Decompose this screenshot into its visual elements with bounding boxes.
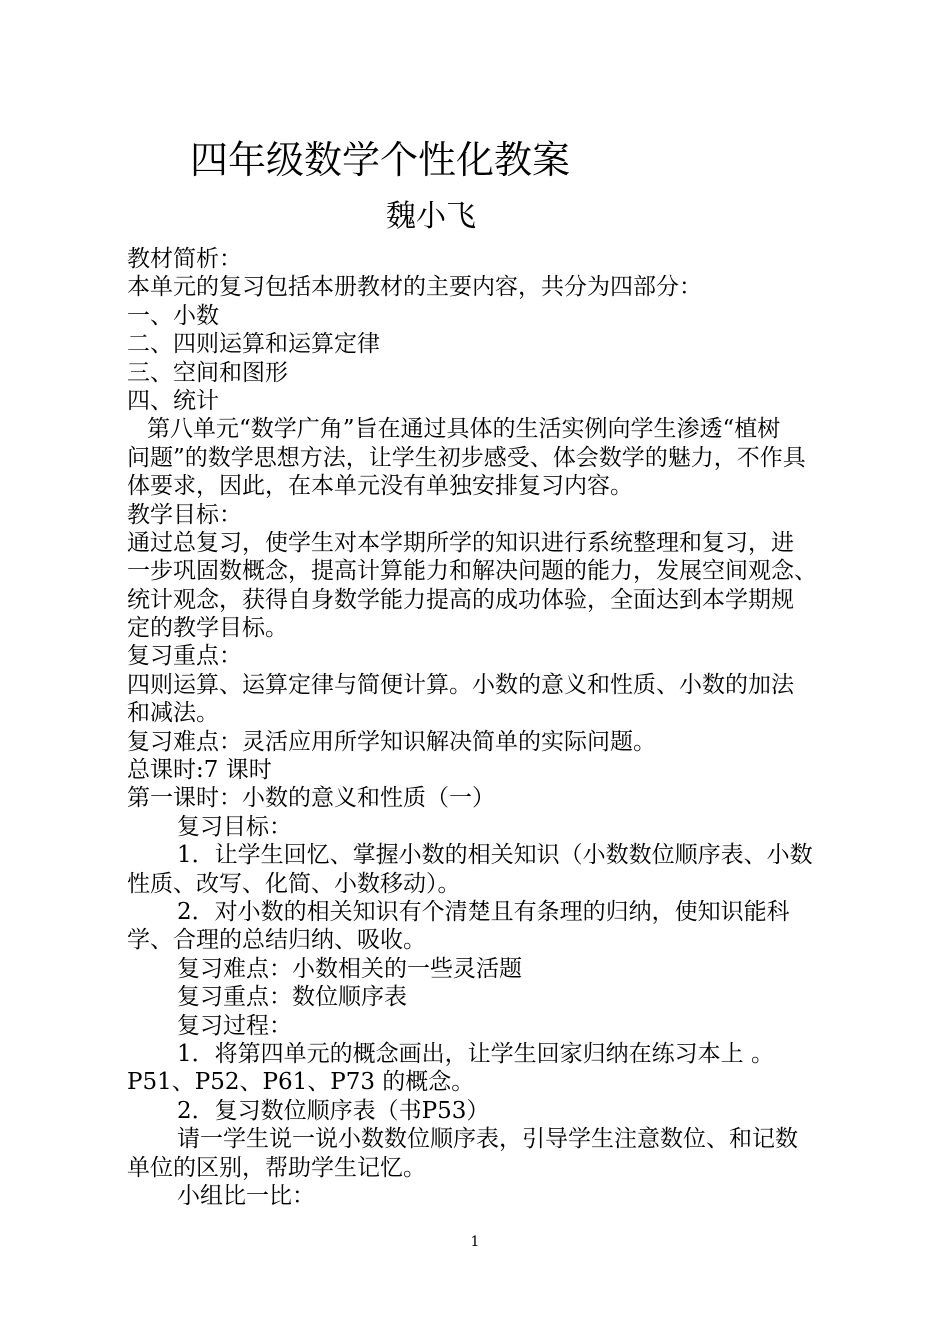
body-line: 一步巩固数概念，提高计算能力和解决问题的能力，发展空间观念、 (127, 558, 817, 585)
body-line: P51、P52、P61、P73 的概念。 (127, 1069, 475, 1096)
body-line: 问题”的数学思想方法，让学生初步感受、体会数学的魅力，不作具 (127, 444, 806, 471)
subheading: 复习过程： (177, 1012, 292, 1039)
body-line: 复习重点：数位顺序表 (177, 984, 407, 1011)
body-line: 定的教学目标。 (127, 615, 288, 642)
body-line: 2．对小数的相关知识有个清楚且有条理的归纳，使知识能科 (177, 898, 790, 925)
body-line: 性质、改写、化简、小数移动）。 (127, 870, 461, 897)
list-item: 三、空间和图形 (127, 359, 288, 386)
body-line: 单位的区别，帮助学生记忆。 (127, 1154, 426, 1181)
body-line: 复习难点：灵活应用所学知识解决简单的实际问题。 (127, 728, 656, 755)
body-line: 复习难点：小数相关的一些灵活题 (177, 955, 522, 982)
body-line: 小组比一比： (177, 1182, 315, 1209)
body-line: 请一学生说一说小数数位顺序表，引导学生注意数位、和记数 (177, 1126, 798, 1153)
document-title: 四年级数学个性化教案 (190, 138, 571, 182)
body-line: 本单元的复习包括本册教材的主要内容，共分为四部分： (127, 274, 702, 301)
lesson-heading: 第一课时：小数的意义和性质（一） (127, 785, 495, 812)
list-item: 一、小数 (127, 302, 219, 329)
body-line: 通过总复习，使学生对本学期所学的知识进行系统整理和复习，进 (127, 529, 794, 556)
section-heading: 教材简析： (127, 246, 242, 272)
body-line: 1．让学生回忆、掌握小数的相关知识（小数数位顺序表、小数 (177, 842, 813, 869)
body-line: 四则运算、运算定律与简便计算。小数的意义和性质、小数的加法 (127, 671, 794, 698)
list-item: 四、统计 (127, 387, 219, 414)
list-item: 二、四则运算和运算定律 (127, 331, 380, 358)
body-line: 总课时:7 课时 (127, 757, 272, 784)
section-heading: 复习重点： (127, 643, 242, 670)
page-number: 1 (470, 1234, 480, 1250)
document-author: 魏小飞 (386, 199, 476, 234)
subheading: 复习目标： (177, 813, 292, 840)
body-line: 学、合理的总结归纳、吸收。 (127, 927, 426, 954)
document-body (127, 245, 867, 1210)
body-line: 统计观念，获得自身数学能力提高的成功体验，全面达到本学期规 (127, 586, 794, 613)
body-line: 2．复习数位顺序表（书P53） (177, 1097, 490, 1124)
body-line: 第八单元“数学广角”旨在通过具体的生活实例向学生渗透“植树 (147, 416, 781, 443)
body-line: 1．将第四单元的概念画出，让学生回家归纳在练习本上 。 (177, 1040, 774, 1067)
section-heading: 教学目标： (127, 501, 242, 528)
body-line: 和减法。 (127, 700, 219, 727)
body-line: 体要求，因此，在本单元没有单独安排复习内容。 (127, 473, 633, 500)
